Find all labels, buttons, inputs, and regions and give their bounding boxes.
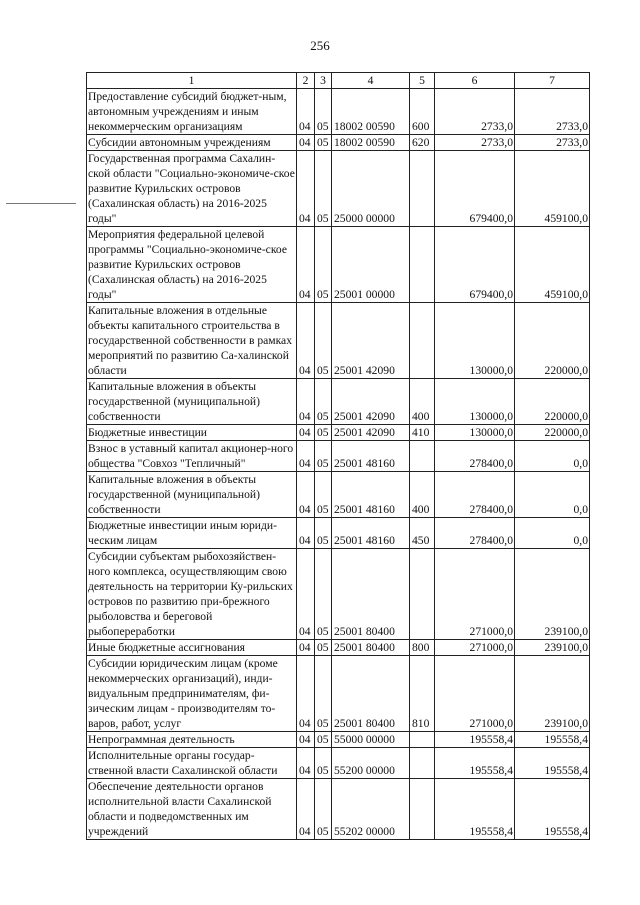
row-name-cell: Субсидии юридическим лицам (кроме некоммерческих организаций), инди-видуальным предпринимателям, фи-зическим лицам - производителям то-варов, работ, услуг <box>87 656 297 732</box>
section-code-cell: 04 <box>297 227 315 303</box>
section-code-cell: 04 <box>297 303 315 379</box>
amount-year2-cell: 2733,0 <box>515 89 590 135</box>
row-name-cell: Обеспечение деятельности органов исполнительной власти Сахалинской области и подведомственных им учреждений <box>87 779 297 840</box>
expense-type-cell <box>410 303 435 379</box>
section-code-cell: 04 <box>297 89 315 135</box>
section-code-cell: 04 <box>297 549 315 640</box>
target-article-cell: 25000 00000 <box>332 151 410 227</box>
amount-year1-cell: 271000,0 <box>435 656 515 732</box>
margin-mark <box>6 203 76 204</box>
row-name-cell: Взнос в уставный капитал акционер-ного общества "Совхоз "Тепличный" <box>87 441 297 472</box>
row-name-cell: Капитальные вложения в отдельные объекты капитального строительства в государственной собственности в рамках мероприятий по развитию Са-халинской области <box>87 303 297 379</box>
target-article-cell: 55000 00000 <box>332 732 410 748</box>
expense-type-cell <box>410 549 435 640</box>
amount-year1-cell: 278400,0 <box>435 441 515 472</box>
amount-year2-cell: 0,0 <box>515 518 590 549</box>
header-cell: 3 <box>315 73 332 89</box>
target-article-cell: 18002 00590 <box>332 89 410 135</box>
section-code-cell: 04 <box>297 379 315 425</box>
subsection-code-cell: 05 <box>315 656 332 732</box>
target-article-cell: 25001 48160 <box>332 441 410 472</box>
target-article-cell: 25001 48160 <box>332 472 410 518</box>
row-name-cell: Субсидии субъектам рыбохозяйствен-ного комплекса, осуществляющим свою деятельность на территории Ку-рильских островов по развитию при-брежного рыболовства и береговой рыбопереработки <box>87 549 297 640</box>
amount-year2-cell: 220000,0 <box>515 379 590 425</box>
expense-type-cell: 810 <box>410 656 435 732</box>
section-code-cell: 04 <box>297 748 315 779</box>
expense-type-cell <box>410 151 435 227</box>
subsection-code-cell: 05 <box>315 549 332 640</box>
amount-year1-cell: 679400,0 <box>435 151 515 227</box>
subsection-code-cell: 05 <box>315 441 332 472</box>
target-article-cell: 25001 80400 <box>332 640 410 656</box>
table-row <box>87 441 590 472</box>
subsection-code-cell: 05 <box>315 303 332 379</box>
table-row <box>87 425 590 441</box>
amount-year2-cell: 239100,0 <box>515 656 590 732</box>
subsection-code-cell: 05 <box>315 518 332 549</box>
amount-year2-cell: 2733,0 <box>515 135 590 151</box>
header-cell: 7 <box>515 73 590 89</box>
row-name-cell: Иные бюджетные ассигнования <box>87 640 297 656</box>
amount-year1-cell: 271000,0 <box>435 640 515 656</box>
section-code-cell: 04 <box>297 472 315 518</box>
table-row <box>87 303 590 379</box>
amount-year2-cell: 459100,0 <box>515 151 590 227</box>
amount-year1-cell: 130000,0 <box>435 425 515 441</box>
header-cell: 5 <box>410 73 435 89</box>
target-article-cell: 25001 00000 <box>332 227 410 303</box>
row-name-cell: Мероприятия федеральной целевой программы "Социально-экономиче-ское развитие Курильских островов (Сахалинская область) на 2016-2025 годы" <box>87 227 297 303</box>
expense-type-cell <box>410 441 435 472</box>
amount-year1-cell: 195558,4 <box>435 748 515 779</box>
amount-year2-cell: 220000,0 <box>515 425 590 441</box>
table-row <box>87 151 590 227</box>
table-row <box>87 518 590 549</box>
subsection-code-cell: 05 <box>315 425 332 441</box>
expense-type-cell: 600 <box>410 89 435 135</box>
amount-year1-cell: 278400,0 <box>435 518 515 549</box>
header-cell: 4 <box>332 73 410 89</box>
subsection-code-cell: 05 <box>315 227 332 303</box>
section-code-cell: 04 <box>297 151 315 227</box>
target-article-cell: 55200 00000 <box>332 748 410 779</box>
table-row <box>87 549 590 640</box>
header-cell: 1 <box>87 73 297 89</box>
expense-type-cell: 450 <box>410 518 435 549</box>
amount-year1-cell: 2733,0 <box>435 89 515 135</box>
section-code-cell: 04 <box>297 135 315 151</box>
row-name-cell: Капитальные вложения в объекты государственной (муниципальной) собственности <box>87 379 297 425</box>
table-row <box>87 779 590 840</box>
section-code-cell: 04 <box>297 640 315 656</box>
header-row <box>87 73 590 89</box>
row-name-cell: Субсидии автономным учреждениям <box>87 135 297 151</box>
table-row <box>87 89 590 135</box>
expense-type-cell <box>410 748 435 779</box>
amount-year1-cell: 195558,4 <box>435 779 515 840</box>
header-cell: 2 <box>297 73 315 89</box>
table-row <box>87 732 590 748</box>
amount-year1-cell: 679400,0 <box>435 227 515 303</box>
section-code-cell: 04 <box>297 656 315 732</box>
amount-year1-cell: 278400,0 <box>435 472 515 518</box>
subsection-code-cell: 05 <box>315 379 332 425</box>
amount-year1-cell: 195558,4 <box>435 732 515 748</box>
amount-year1-cell: 2733,0 <box>435 135 515 151</box>
expense-type-cell <box>410 779 435 840</box>
amount-year2-cell: 239100,0 <box>515 549 590 640</box>
section-code-cell: 04 <box>297 779 315 840</box>
subsection-code-cell: 05 <box>315 89 332 135</box>
row-name-cell: Предоставление субсидий бюджет-ным, автономным учреждениям и иным некоммерческим организациям <box>87 89 297 135</box>
target-article-cell: 25001 48160 <box>332 518 410 549</box>
row-name-cell: Исполнительные органы государ-ственной власти Сахалинской области <box>87 748 297 779</box>
section-code-cell: 04 <box>297 441 315 472</box>
subsection-code-cell: 05 <box>315 151 332 227</box>
row-name-cell: Бюджетные инвестиции <box>87 425 297 441</box>
table-row <box>87 472 590 518</box>
row-name-cell: Бюджетные инвестиции иным юриди-ческим лицам <box>87 518 297 549</box>
amount-year2-cell: 195558,4 <box>515 779 590 840</box>
table-row <box>87 640 590 656</box>
expense-type-cell: 620 <box>410 135 435 151</box>
table-row <box>87 656 590 732</box>
amount-year2-cell: 0,0 <box>515 441 590 472</box>
section-code-cell: 04 <box>297 518 315 549</box>
amount-year2-cell: 220000,0 <box>515 303 590 379</box>
table-row <box>87 227 590 303</box>
target-article-cell: 25001 42090 <box>332 303 410 379</box>
target-article-cell: 25001 80400 <box>332 656 410 732</box>
subsection-code-cell: 05 <box>315 135 332 151</box>
budget-table-wrapper <box>86 72 590 840</box>
table-row <box>87 135 590 151</box>
amount-year2-cell: 195558,4 <box>515 748 590 779</box>
amount-year1-cell: 130000,0 <box>435 379 515 425</box>
amount-year2-cell: 0,0 <box>515 472 590 518</box>
table-row <box>87 748 590 779</box>
amount-year1-cell: 271000,0 <box>435 549 515 640</box>
expense-type-cell: 400 <box>410 472 435 518</box>
amount-year1-cell: 130000,0 <box>435 303 515 379</box>
target-article-cell: 18002 00590 <box>332 135 410 151</box>
expense-type-cell: 400 <box>410 379 435 425</box>
target-article-cell: 25001 80400 <box>332 549 410 640</box>
budget-table <box>86 72 590 840</box>
expense-type-cell: 800 <box>410 640 435 656</box>
subsection-code-cell: 05 <box>315 472 332 518</box>
subsection-code-cell: 05 <box>315 732 332 748</box>
expense-type-cell <box>410 227 435 303</box>
row-name-cell: Капитальные вложения в объекты государственной (муниципальной) собственности <box>87 472 297 518</box>
table-row <box>87 379 590 425</box>
amount-year2-cell: 459100,0 <box>515 227 590 303</box>
row-name-cell: Государственная программа Сахалин-ской области "Социально-экономиче-ское развитие Курильских островов (Сахалинская область) на 2016-2025 годы" <box>88 152 295 225</box>
section-code-cell: 04 <box>297 425 315 441</box>
expense-type-cell: 410 <box>410 425 435 441</box>
subsection-code-cell: 05 <box>315 748 332 779</box>
target-article-cell: 55202 00000 <box>332 779 410 840</box>
target-article-cell: 25001 42090 <box>332 425 410 441</box>
subsection-code-cell: 05 <box>315 779 332 840</box>
expense-type-cell <box>410 732 435 748</box>
subsection-code-cell: 05 <box>315 640 332 656</box>
amount-year2-cell: 195558,4 <box>515 732 590 748</box>
row-name-cell: Непрограммная деятельность <box>87 732 297 748</box>
target-article-cell: 25001 42090 <box>332 379 410 425</box>
amount-year2-cell: 239100,0 <box>515 640 590 656</box>
section-code-cell: 04 <box>297 732 315 748</box>
page-number: 256 <box>310 38 330 53</box>
header-cell: 6 <box>435 73 515 89</box>
